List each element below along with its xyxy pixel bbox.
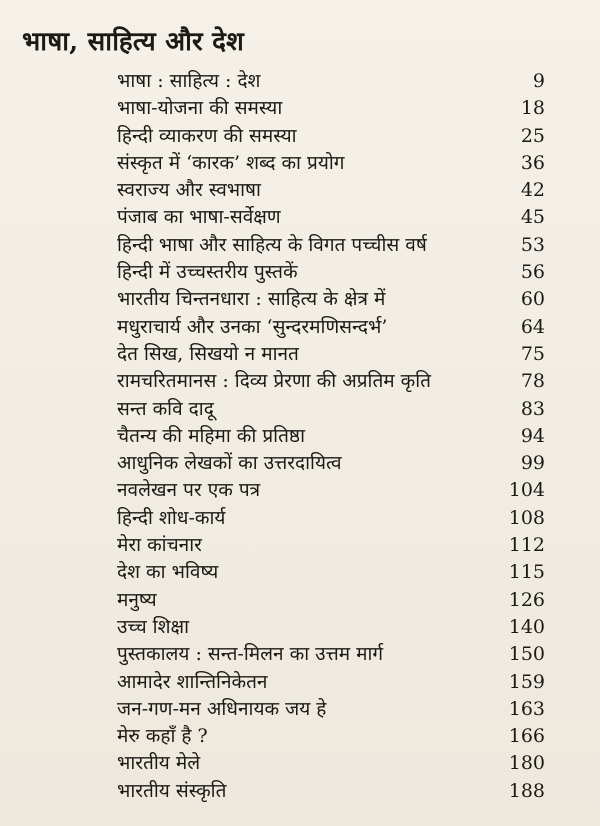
toc-entry <box>0 123 600 150</box>
toc-entry <box>0 232 600 259</box>
toc-entry-title: हिन्दी व्याकरण की समस्या <box>117 124 297 147</box>
toc-entry-page-number: 188 <box>508 779 545 802</box>
toc-entry-page-number: 18 <box>520 97 545 120</box>
toc-entry-page-number: 53 <box>520 233 545 256</box>
table-of-contents <box>0 68 600 805</box>
toc-entry-page-number: 25 <box>520 124 545 147</box>
toc-entry <box>0 396 600 423</box>
toc-entry-title: संस्कृत में ‘कारक’ शब्द का प्रयोग <box>117 151 345 174</box>
toc-entry-page-number: 126 <box>508 588 545 611</box>
toc-entry <box>0 477 600 504</box>
toc-entry-title: देश का भविष्य <box>117 561 219 584</box>
toc-entry-title: भाषा-योजना की समस्या <box>117 97 283 120</box>
toc-entry-page-number: 140 <box>508 615 545 638</box>
toc-entry-title: भारतीय मेले <box>117 752 201 775</box>
toc-entry-page-number: 99 <box>520 452 545 475</box>
toc-entry-page-number: 163 <box>508 697 545 720</box>
toc-entry-page-number: 112 <box>508 534 545 557</box>
toc-entry-title: रामचरितमानस : दिव्य प्रेरणा की अप्रतिम कृति <box>117 370 432 393</box>
toc-entry-title: उच्च शिक्षा <box>117 615 190 638</box>
toc-entry-page-number: 36 <box>520 151 545 174</box>
toc-entry-page-number: 108 <box>508 506 545 529</box>
toc-entry-title: मेरु कहाँ है ? <box>117 725 208 748</box>
toc-entry-page-number: 83 <box>520 397 545 420</box>
toc-entry <box>0 559 600 586</box>
toc-entry <box>0 368 600 395</box>
toc-entry <box>0 204 600 231</box>
toc-entry-title: मधुराचार्य और उनका ‘सुन्दरमणिसन्दर्भ’ <box>117 315 388 338</box>
toc-entry <box>0 641 600 668</box>
toc-entry <box>0 314 600 341</box>
toc-entry-title: आधुनिक लेखकों का उत्तरदायित्व <box>117 452 342 475</box>
toc-entry <box>0 778 600 805</box>
toc-entry-title: सन्त कवि दादू <box>117 397 214 420</box>
toc-entry-title: पंजाब का भाषा-सर्वेक्षण <box>117 206 281 229</box>
toc-entry <box>0 341 600 368</box>
toc-entry-title: भारतीय संस्कृति <box>117 779 227 802</box>
toc-entry <box>0 286 600 313</box>
toc-entry <box>0 723 600 750</box>
toc-entry <box>0 450 600 477</box>
toc-entry <box>0 750 600 777</box>
toc-entry-title: चैतन्य की महिमा की प्रतिष्ठा <box>117 424 306 447</box>
toc-entry <box>0 177 600 204</box>
toc-entry <box>0 68 600 95</box>
toc-entry-page-number: 180 <box>508 752 545 775</box>
toc-entry-title: आमादेर शान्तिनिकेतन <box>117 670 268 693</box>
toc-entry-page-number: 166 <box>508 725 545 748</box>
toc-entry-title: पुस्तकालय : सन्त-मिलन का उत्तम मार्ग <box>117 643 384 666</box>
toc-entry <box>0 532 600 559</box>
toc-entry-title: हिन्दी में उच्चस्तरीय पुस्तकें <box>117 261 298 284</box>
toc-entry-page-number: 9 <box>532 70 545 92</box>
toc-entry <box>0 669 600 696</box>
toc-entry-title: देत सिख, सिखयो न मानत <box>117 342 299 365</box>
toc-entry-page-number: 56 <box>520 261 545 284</box>
toc-entry <box>0 150 600 177</box>
toc-entry-page-number: 45 <box>520 206 545 229</box>
toc-entry-title: नवलेखन पर एक पत्र <box>117 479 261 502</box>
toc-entry <box>0 505 600 532</box>
toc-entry-page-number: 42 <box>520 179 545 202</box>
toc-entry-title: मेरा कांचनार <box>117 534 202 557</box>
toc-entry-title: स्वराज्य और स्वभाषा <box>117 179 261 202</box>
toc-entry <box>0 696 600 723</box>
toc-entry <box>0 259 600 286</box>
toc-entry-page-number: 60 <box>520 288 545 311</box>
toc-entry <box>0 587 600 614</box>
toc-entry <box>0 614 600 641</box>
toc-entry-title: भाषा : साहित्य : देश <box>117 70 261 92</box>
toc-entry-page-number: 78 <box>520 370 545 393</box>
toc-entry <box>0 95 600 122</box>
toc-entry-title: भारतीय चिन्तनधारा : साहित्य के क्षेत्र में <box>117 288 386 311</box>
toc-entry-page-number: 159 <box>508 670 545 693</box>
toc-entry-title: मनुष्य <box>117 588 157 611</box>
toc-entry-page-number: 94 <box>520 424 545 447</box>
toc-entry <box>0 423 600 450</box>
toc-entry-title: हिन्दी शोध-कार्य <box>117 506 226 529</box>
toc-entry-page-number: 150 <box>508 643 545 666</box>
toc-entry-page-number: 64 <box>520 315 545 338</box>
toc-entry-page-number: 115 <box>508 561 545 584</box>
toc-entry-title: हिन्दी भाषा और साहित्य के विगत पच्चीस वर्ष <box>117 233 427 256</box>
section-title: भाषा, साहित्य और देश <box>22 27 244 57</box>
toc-entry-page-number: 75 <box>520 342 545 365</box>
toc-entry-page-number: 104 <box>508 479 545 502</box>
toc-entry-title: जन-गण-मन अधिनायक जय हे <box>117 697 327 720</box>
